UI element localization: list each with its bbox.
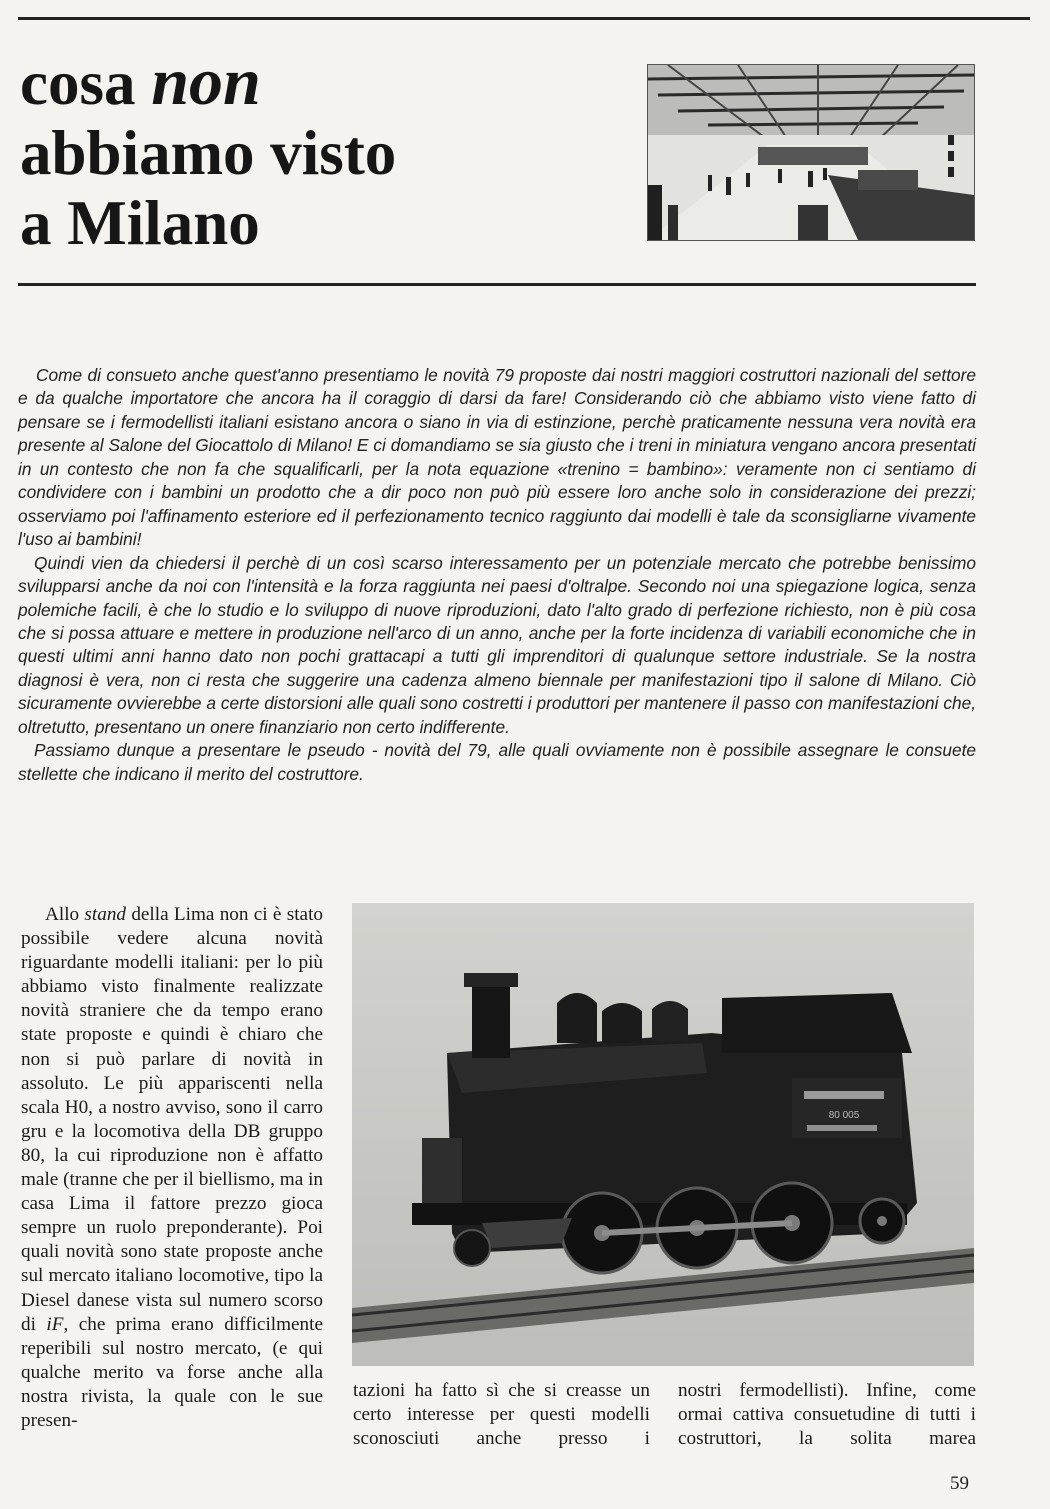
exhibition-hall-photo [647,64,975,241]
body-column-1 [21,903,323,1433]
title-word-non: non [151,43,261,119]
body-text-run: , che prima erano difficilmente reperibili sul nostro mercato, (e qui qualche merito va forse anche alla nostra rivista, la quale con le sue presen- [21,1313,323,1431]
title-line-2: abbiamo visto [20,118,397,188]
body-column-2 [353,1379,650,1451]
body-text-run: della Lima non ci è stato possibile vedere alcuna novità riguardante modelli italiani: per lo più abbiamo visto finalmente realizzate novità straniere che da tempo erano state proposte e quindi è chiaro che non si può parlare di novità in assoluto. Le più appariscenti nella scala H0, a nostro avviso, sono il carro gru e la locomotiva della DB gruppo 80, la cui riproduzione non è affatto male (tranne che per il biellismo, ma in casa Lima il fattore prezzo gioca sempre un ruolo preponderante). Poi quali novità sono state proposte anche sul mercato italiano locomotive, tipo la Diesel danese vista sul numero scorso di [21,904,323,1335]
body-paragraph [21,903,323,1433]
intro-paragraph: Quindi vien da chiedersi il perchè di un così scarso interessamento per un potenziale mercato che potrebbe benissimo svilupparsi anche da noi con l'intensità e la forza raggiunta nei paesi d'oltralpe. Secondo noi una spiegazione logica, senza polemiche facili, è che lo studio e lo sviluppo di nuove riproduzioni, dato l'alto grado di perfezione richiesto, non è più cosa che si possa attuare e mettere in produzione nell'arco di un anno, anche per la forte incidenza di variabili economiche che in questi ultimi anni hanno dato non pochi grattacapi a tutti gli imprenditori di qualunque settore industriale. Se la nostra diagnosi è vera, non ci resta che suggerire una cadenza almeno biennale per manifestazioni tipo il salone di Milano. Ciò sicuramente ovvierebbe a certe distorsioni alle quali sono costretti i produttori per mantenere il passo con manifestazioni che, oltretutto, presentano un onere finanziario non certo indifferente. [18,552,976,737]
body-paragraph: tazioni ha fatto sì che si creasse un certo interesse per questi modelli sconosciuti anche presso i [353,1380,650,1450]
title-word-cosa: cosa [20,48,152,118]
body-column-3 [678,1379,976,1451]
title-line-3: a Milano [20,188,260,258]
body-text-em: stand [84,904,127,925]
intro-paragraph: Passiamo dunque a presentare le pseudo - novità del 79, alle quali ovviamente non è possibile assegnare le consuete stellette che indicano il merito del costruttore. [18,740,976,784]
body-text-run: Allo [45,904,85,925]
section-rule [18,283,976,286]
number-plate: 80 005 [828,1110,860,1121]
body-paragraph: nostri fermodellisti). Infine, come ormai cattiva consuetudine di tutti i costruttori, la solita marea [678,1380,976,1450]
page-number: 59 [950,1473,969,1494]
intro-text [18,364,976,786]
title-line-1 [20,43,396,119]
magazine-name-em: iF [46,1313,64,1335]
intro-paragraph: Come di consueto anche quest'anno presentiamo le novità 79 proposte dai nostri maggiori costruttori nazionali del settore e da qualche importatore che ancora ha il coraggio di darsi da fare! Considerando ciò che abbiamo visto viene fatto di pensare se i fermodellisti italiani esistano ancora o siano in via di estinzione, perchè praticamente nessuna vera novità era presente al Salone del Giocattolo di Milano! E ci domandiamo se sia giusto che i treni in miniatura vengano ancora presentati in un contesto che non fa che squalificarli, per la nota equazione «trenino = bambino»: veramente non ci sentiamo di condividere con i bambini un prodotto che a dir poco non può più essere loro anche solo in considerazione dei prezzi; osserviamo poi l'affinamento esteriore ed il perfezionamento tecnico raggiunto dai modelli è tale da sconsigliarne vivamente l'uso ai bambini! [18,365,976,550]
locomotive-photo [352,903,974,1366]
article-title [20,43,397,258]
top-rule [18,17,1030,20]
